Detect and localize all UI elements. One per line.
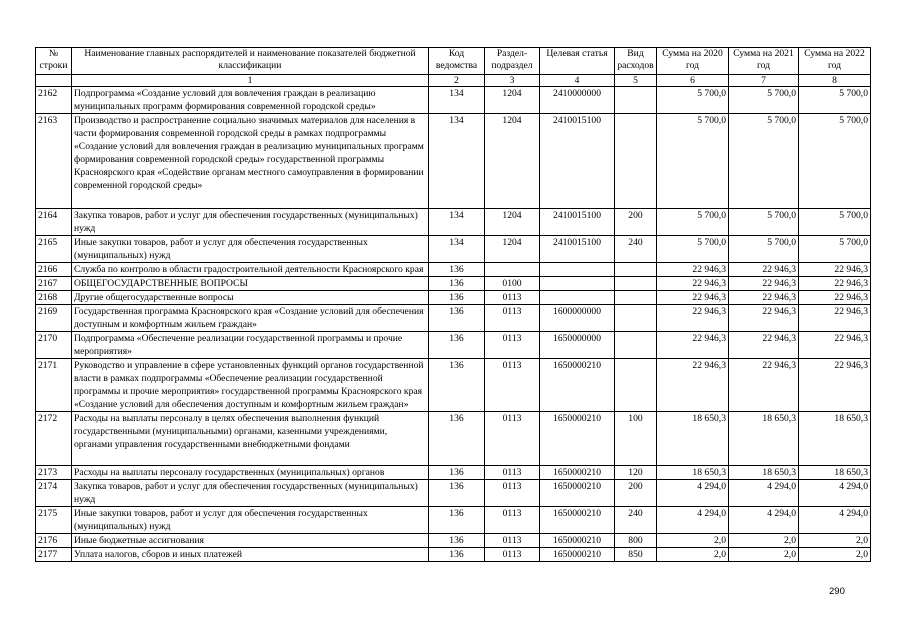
row-target: 1650000000	[540, 332, 615, 359]
page-number: 290	[829, 586, 845, 597]
column-number	[36, 75, 72, 87]
header-sum-2022: Сумма на 2022 год	[799, 48, 871, 75]
row-target	[540, 277, 615, 291]
row-name: Закупка товаров, работ и услуг для обеспечения государственных (муниципальных) нужд	[72, 209, 429, 236]
row-target: 2410000000	[540, 87, 615, 114]
row-section: 0113	[485, 359, 540, 412]
header-name: Наименование главных распорядителей и наименование показателей бюджетной классификации	[72, 48, 429, 75]
column-number: 6	[657, 75, 729, 87]
header-row	[36, 48, 871, 75]
row-sum-2021: 18 650,3	[729, 412, 799, 466]
row-section: 1204	[485, 114, 540, 209]
table-row	[36, 263, 871, 277]
row-section: 1204	[485, 209, 540, 236]
row-sum-2021: 18 650,3	[729, 466, 799, 480]
row-number: 2166	[36, 263, 72, 277]
column-number: 3	[485, 75, 540, 87]
row-sum-2022: 5 700,0	[799, 87, 871, 114]
row-sum-2020: 22 946,3	[657, 277, 729, 291]
row-dept: 136	[429, 332, 485, 359]
row-sum-2022: 22 946,3	[799, 305, 871, 332]
row-name: Производство и распространение социально значимых материалов для населения в части формирования современной городской среды в рамках подпрограммы «Создание условий для вовлечения граждан в реализацию муниципальных программ формирования современной городской среды» государственной программы Красноярского края «Содействие органам местного самоуправления в формировании современной городской среды»	[72, 114, 429, 209]
row-section: 0113	[485, 507, 540, 534]
table-row	[36, 480, 871, 507]
column-number-row	[36, 75, 871, 87]
row-sum-2020: 22 946,3	[657, 332, 729, 359]
row-sum-2020: 2,0	[657, 534, 729, 548]
column-number: 5	[615, 75, 657, 87]
row-target: 1650000210	[540, 534, 615, 548]
row-section: 0113	[485, 548, 540, 562]
row-target: 2410015100	[540, 209, 615, 236]
row-target: 1650000210	[540, 548, 615, 562]
row-target: 2410015100	[540, 236, 615, 263]
row-dept: 134	[429, 209, 485, 236]
row-type	[615, 277, 657, 291]
row-dept: 136	[429, 291, 485, 305]
row-sum-2022: 5 700,0	[799, 209, 871, 236]
row-sum-2020: 22 946,3	[657, 359, 729, 412]
row-section: 1204	[485, 87, 540, 114]
row-name: Расходы на выплаты персоналу в целях обеспечения выполнения функций государственными (муниципальными) органами, казенными учреждениями, органами управления государственными внебюджетными фондами	[72, 412, 429, 466]
row-sum-2021: 5 700,0	[729, 236, 799, 263]
row-dept: 136	[429, 548, 485, 562]
row-name: Руководство и управление в сфере установленных функций органов государственной власти в рамках подпрограммы «Обеспечение реализации государственной программы и прочие мероприятия» государственной программы Красноярского края «Создание условий для обеспечения доступным и комфортным жильем граждан»	[72, 359, 429, 412]
row-number: 2174	[36, 480, 72, 507]
column-number: 2	[429, 75, 485, 87]
row-dept: 136	[429, 277, 485, 291]
row-dept: 136	[429, 466, 485, 480]
row-type	[615, 332, 657, 359]
row-name: Государственная программа Красноярского края «Создание условий для обеспечения доступным и комфортным жильем граждан»	[72, 305, 429, 332]
row-type	[615, 87, 657, 114]
row-type: 800	[615, 534, 657, 548]
row-number: 2171	[36, 359, 72, 412]
row-section: 1204	[485, 236, 540, 263]
row-target: 1600000000	[540, 305, 615, 332]
row-target: 1650000210	[540, 412, 615, 466]
row-dept: 136	[429, 359, 485, 412]
row-dept: 136	[429, 480, 485, 507]
row-sum-2022: 18 650,3	[799, 466, 871, 480]
table-row	[36, 291, 871, 305]
row-sum-2020: 5 700,0	[657, 87, 729, 114]
row-type: 120	[615, 466, 657, 480]
row-sum-2022: 22 946,3	[799, 277, 871, 291]
row-name: Иные бюджетные ассигнования	[72, 534, 429, 548]
header-sum-2020: Сумма на 2020 год	[657, 48, 729, 75]
row-dept: 136	[429, 305, 485, 332]
row-name: Расходы на выплаты персоналу государственных (муниципальных) органов	[72, 466, 429, 480]
table-row	[36, 305, 871, 332]
row-sum-2022: 4 294,0	[799, 480, 871, 507]
row-sum-2022: 5 700,0	[799, 114, 871, 209]
row-name: Закупка товаров, работ и услуг для обеспечения государственных (муниципальных) нужд	[72, 480, 429, 507]
row-sum-2022: 22 946,3	[799, 359, 871, 412]
row-dept: 134	[429, 236, 485, 263]
row-type	[615, 305, 657, 332]
row-section: 0113	[485, 291, 540, 305]
row-sum-2021: 5 700,0	[729, 114, 799, 209]
row-number: 2162	[36, 87, 72, 114]
row-number: 2168	[36, 291, 72, 305]
column-number: 4	[540, 75, 615, 87]
row-type: 240	[615, 507, 657, 534]
row-number: 2170	[36, 332, 72, 359]
row-number: 2167	[36, 277, 72, 291]
table-row	[36, 332, 871, 359]
row-number: 2163	[36, 114, 72, 209]
row-dept: 136	[429, 534, 485, 548]
header-dept: Код ведомства	[429, 48, 485, 75]
row-sum-2020: 5 700,0	[657, 236, 729, 263]
row-number: 2164	[36, 209, 72, 236]
row-type: 240	[615, 236, 657, 263]
table-row	[36, 548, 871, 562]
column-number: 1	[72, 75, 429, 87]
row-name: Подпрограмма «Создание условий для вовлечения граждан в реализацию муниципальных программ формирования современной городской среды»	[72, 87, 429, 114]
row-target: 1650000210	[540, 466, 615, 480]
row-dept: 136	[429, 507, 485, 534]
header-section: Раздел-подраздел	[485, 48, 540, 75]
table-row	[36, 114, 871, 209]
row-sum-2022: 4 294,0	[799, 507, 871, 534]
row-sum-2020: 2,0	[657, 548, 729, 562]
header-type: Вид расходов	[615, 48, 657, 75]
row-sum-2020: 4 294,0	[657, 507, 729, 534]
table-row	[36, 277, 871, 291]
row-sum-2021: 5 700,0	[729, 209, 799, 236]
row-name: Подпрограмма «Обеспечение реализации государственной программы и прочие мероприятия»	[72, 332, 429, 359]
row-type	[615, 291, 657, 305]
row-name: Иные закупки товаров, работ и услуг для обеспечения государственных (муниципальных) нужд	[72, 507, 429, 534]
row-sum-2021: 22 946,3	[729, 332, 799, 359]
row-target	[540, 263, 615, 277]
row-sum-2020: 22 946,3	[657, 291, 729, 305]
row-sum-2020: 18 650,3	[657, 466, 729, 480]
row-type: 200	[615, 480, 657, 507]
row-number: 2172	[36, 412, 72, 466]
row-type	[615, 263, 657, 277]
row-target: 1650000210	[540, 480, 615, 507]
row-section: 0113	[485, 305, 540, 332]
row-sum-2021: 22 946,3	[729, 305, 799, 332]
row-type: 100	[615, 412, 657, 466]
row-section	[485, 263, 540, 277]
row-sum-2022: 18 650,3	[799, 412, 871, 466]
table-row	[36, 359, 871, 412]
row-target: 1650000210	[540, 507, 615, 534]
row-sum-2021: 4 294,0	[729, 480, 799, 507]
row-sum-2022: 22 946,3	[799, 332, 871, 359]
row-sum-2021: 22 946,3	[729, 359, 799, 412]
row-sum-2021: 2,0	[729, 534, 799, 548]
row-target: 2410015100	[540, 114, 615, 209]
row-number: 2175	[36, 507, 72, 534]
row-sum-2022: 2,0	[799, 548, 871, 562]
row-type: 200	[615, 209, 657, 236]
budget-sheet	[35, 47, 870, 562]
table-row	[36, 507, 871, 534]
row-number: 2169	[36, 305, 72, 332]
row-sum-2021: 22 946,3	[729, 263, 799, 277]
row-target	[540, 291, 615, 305]
row-sum-2020: 22 946,3	[657, 263, 729, 277]
table-row	[36, 534, 871, 548]
row-name: ОБЩЕГОСУДАРСТВЕННЫЕ ВОПРОСЫ	[72, 277, 429, 291]
table-row	[36, 236, 871, 263]
table-row	[36, 412, 871, 466]
row-sum-2021: 4 294,0	[729, 507, 799, 534]
row-dept: 134	[429, 114, 485, 209]
row-type	[615, 114, 657, 209]
table-row	[36, 87, 871, 114]
header-row-no: № строки	[36, 48, 72, 75]
header-sum-2021: Сумма на 2021 год	[729, 48, 799, 75]
row-sum-2021: 2,0	[729, 548, 799, 562]
column-number: 7	[729, 75, 799, 87]
row-name: Служба по контролю в области градостроительной деятельности Красноярского края	[72, 263, 429, 277]
row-sum-2021: 22 946,3	[729, 291, 799, 305]
row-sum-2022: 22 946,3	[799, 263, 871, 277]
row-name: Иные закупки товаров, работ и услуг для обеспечения государственных (муниципальных) нужд	[72, 236, 429, 263]
row-sum-2022: 2,0	[799, 534, 871, 548]
row-sum-2020: 4 294,0	[657, 480, 729, 507]
row-section: 0113	[485, 332, 540, 359]
row-section: 0113	[485, 412, 540, 466]
row-type	[615, 359, 657, 412]
row-number: 2176	[36, 534, 72, 548]
row-sum-2020: 22 946,3	[657, 305, 729, 332]
budget-table	[35, 47, 871, 562]
column-number: 8	[799, 75, 871, 87]
row-section: 0100	[485, 277, 540, 291]
row-sum-2022: 22 946,3	[799, 291, 871, 305]
row-dept: 136	[429, 263, 485, 277]
row-name: Другие общегосударственные вопросы	[72, 291, 429, 305]
table-row	[36, 466, 871, 480]
row-sum-2021: 22 946,3	[729, 277, 799, 291]
row-section: 0113	[485, 480, 540, 507]
row-sum-2020: 5 700,0	[657, 114, 729, 209]
row-type: 850	[615, 548, 657, 562]
row-target: 1650000210	[540, 359, 615, 412]
row-sum-2020: 5 700,0	[657, 209, 729, 236]
row-number: 2173	[36, 466, 72, 480]
row-section: 0113	[485, 534, 540, 548]
row-sum-2021: 5 700,0	[729, 87, 799, 114]
row-sum-2022: 5 700,0	[799, 236, 871, 263]
header-target: Целевая статья	[540, 48, 615, 75]
row-dept: 136	[429, 412, 485, 466]
row-dept: 134	[429, 87, 485, 114]
row-number: 2177	[36, 548, 72, 562]
row-section: 0113	[485, 466, 540, 480]
row-name: Уплата налогов, сборов и иных платежей	[72, 548, 429, 562]
row-sum-2020: 18 650,3	[657, 412, 729, 466]
row-number: 2165	[36, 236, 72, 263]
table-row	[36, 209, 871, 236]
